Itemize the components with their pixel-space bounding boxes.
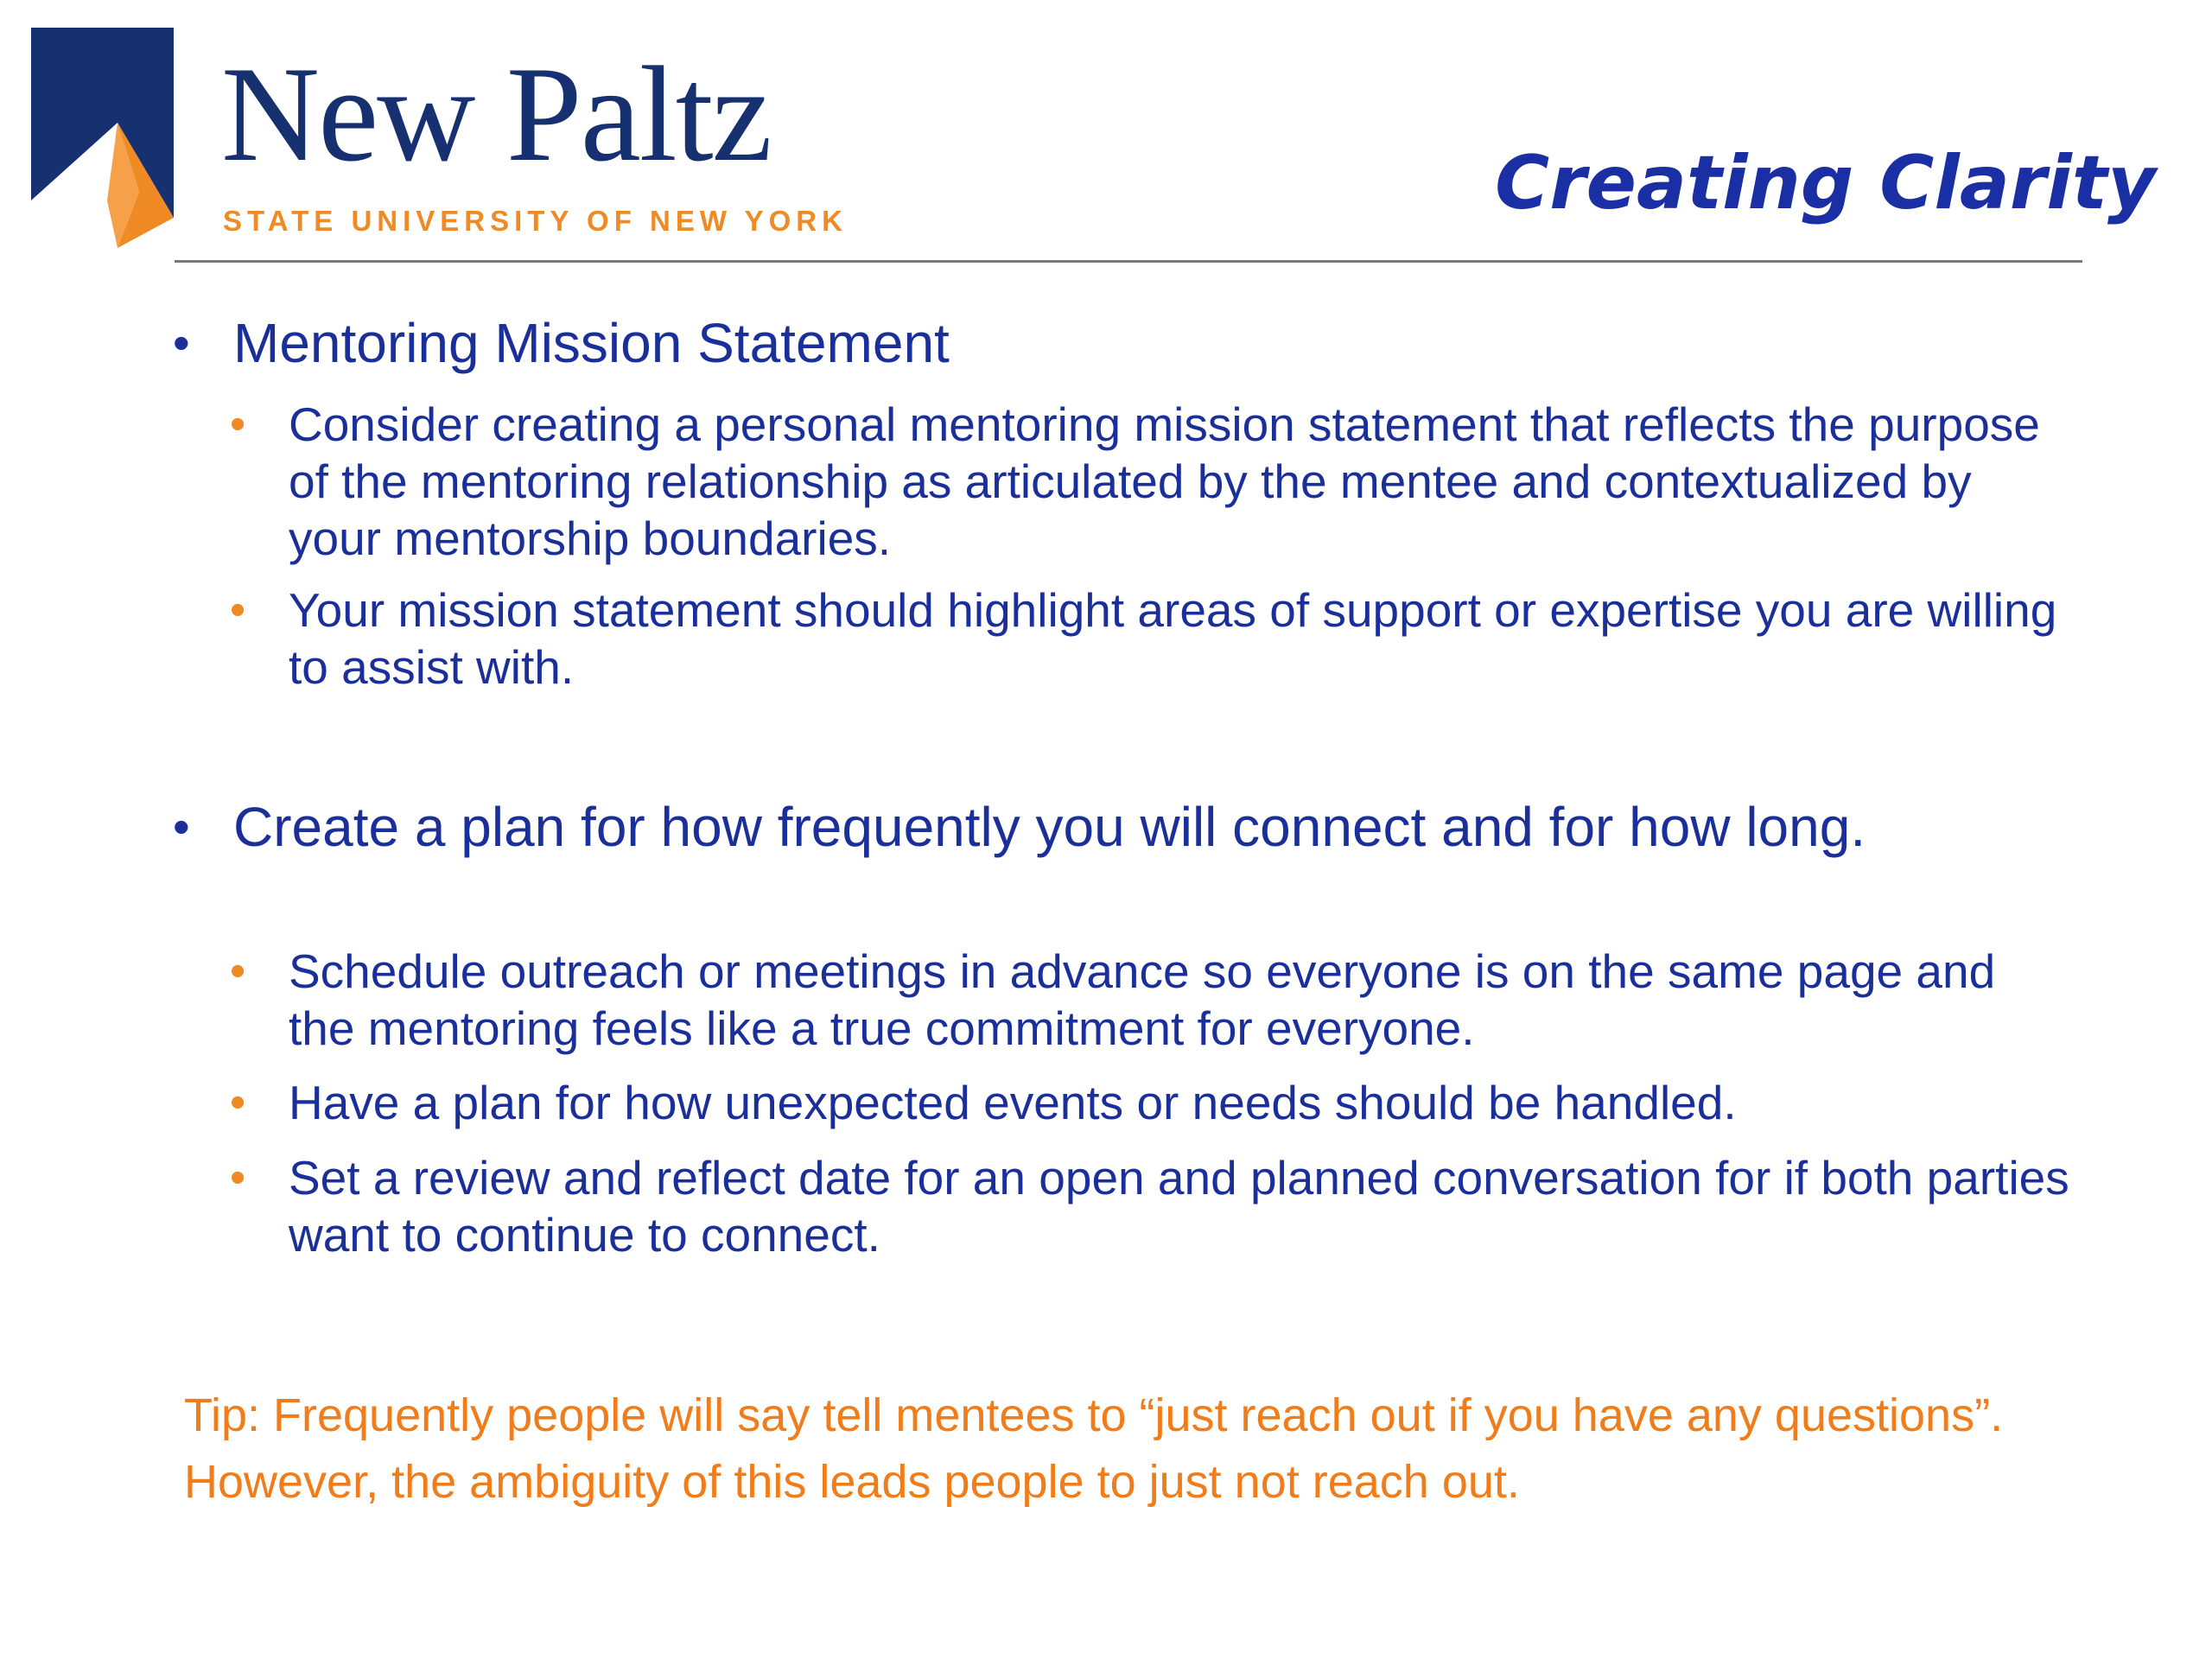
bullet-icon: • bbox=[173, 799, 190, 854]
bullet-icon: • bbox=[230, 946, 246, 996]
sub-bullet-text: Have a plan for how unexpected events or needs should be handled. bbox=[289, 1076, 1737, 1129]
tip-note: Tip: Frequently people will say tell mentees to “just reach out if you have any questions”. However, the ambiguity of this leads people to just not reach out. bbox=[184, 1389, 2004, 1508]
bullet-icon: • bbox=[230, 585, 246, 635]
sub-bullet-text: Set a review and reflect date for an open and planned conversation for if both parties want to continue to connect. bbox=[289, 1151, 2069, 1262]
section-heading-text: Create a plan for how frequently you will connect and for how long. bbox=[233, 796, 1866, 858]
bullet-icon: • bbox=[230, 1077, 246, 1128]
logo-wordmark: New Paltz bbox=[221, 39, 771, 190]
sub-bullet-text: Your mission statement should highlight areas of support or expertise you are willing to assist with. bbox=[289, 583, 2057, 694]
bullet-icon: • bbox=[173, 315, 190, 370]
logo-subtitle: STATE UNIVERSITY OF NEW YORK bbox=[223, 205, 848, 237]
slide-title: Creating Clarity bbox=[1495, 140, 2156, 226]
section-heading-text: Mentoring Mission Statement bbox=[233, 312, 950, 374]
bullet-icon: • bbox=[230, 399, 246, 449]
bullet-icon: • bbox=[230, 1153, 246, 1203]
sub-bullet-text: Schedule outreach or meetings in advance so everyone is on the same page and the mentoring feels like a true commitment for everyone. bbox=[289, 944, 1996, 1055]
sub-bullet-text: Consider creating a personal mentoring mission statement that reflects the purpose of the mentoring relationship as articulated by the mentee and contextualized by your mentorship boundaries. bbox=[289, 397, 2040, 565]
